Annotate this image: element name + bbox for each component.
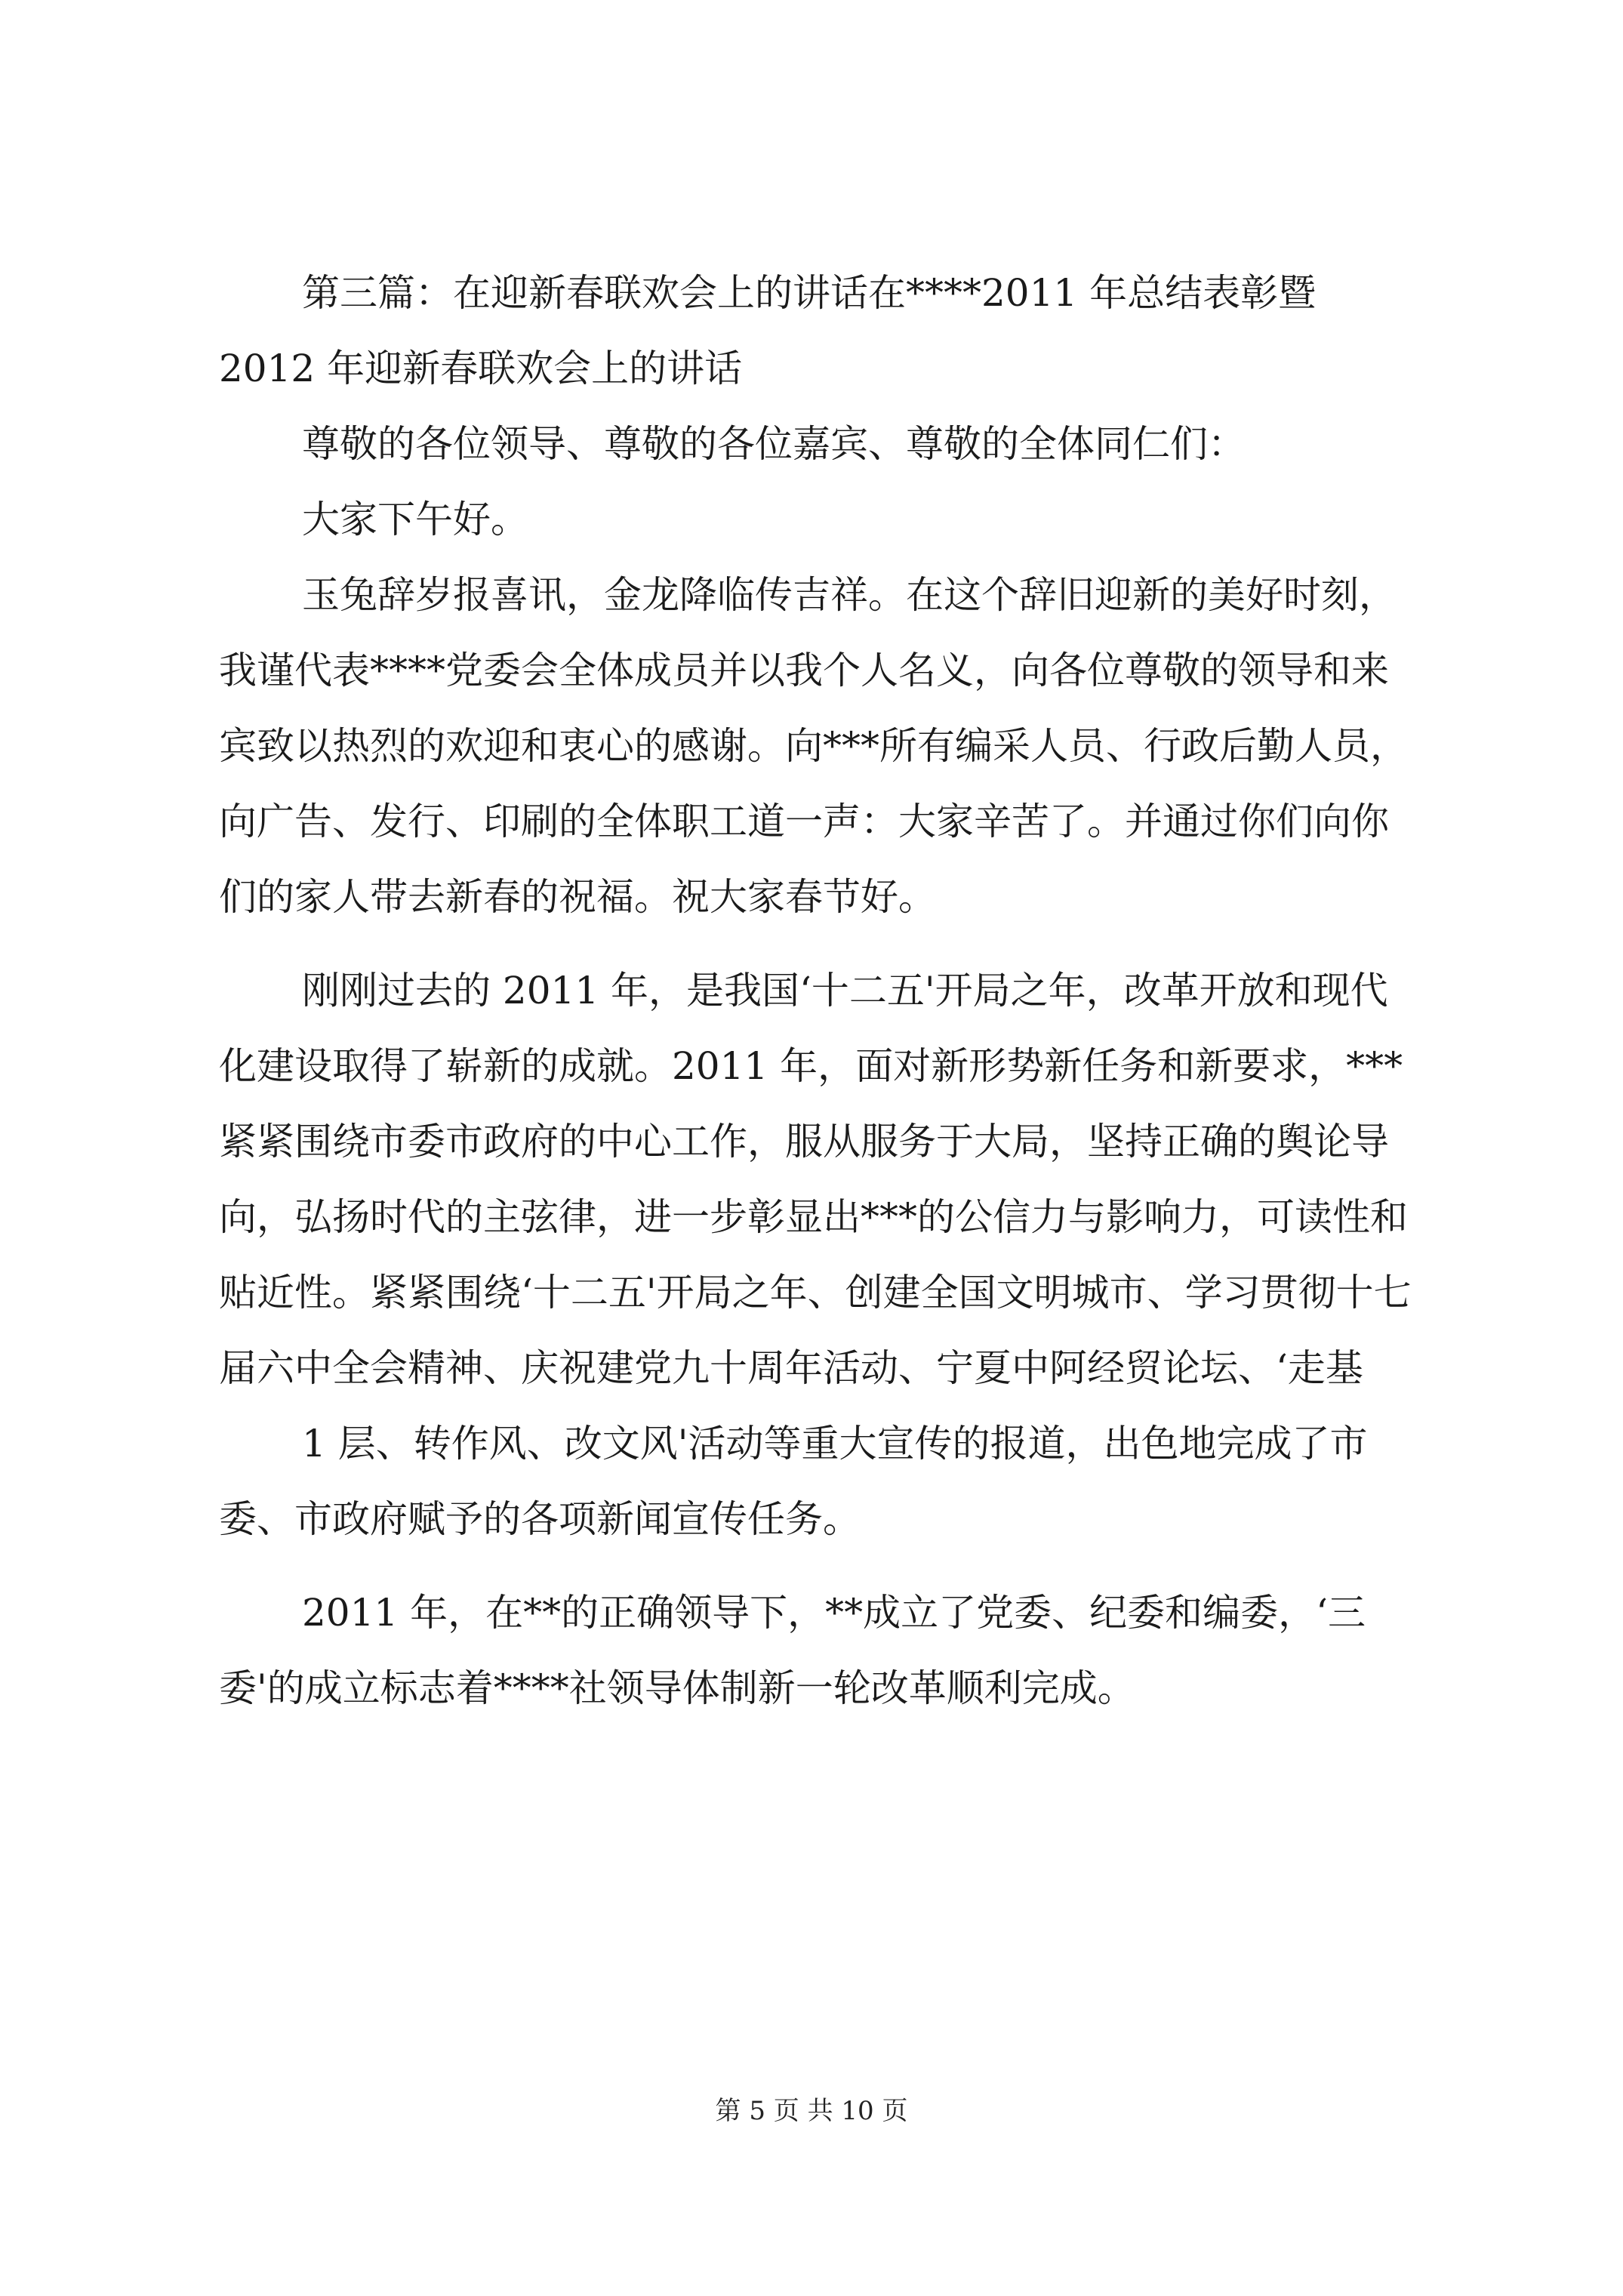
salutation-paragraph: 尊敬的各位领导、尊敬的各位嘉宾、尊敬的全体同仁们： — [302, 422, 1246, 466]
body-paragraph: 2011 年，在**的正确领导下，**成立了党委、纪委和编委，‘三委'的成立标志着****社领导体制新一轮改革顺利完成。 — [219, 1591, 1366, 1710]
body-paragraph: 刚刚过去的 2011 年，是我国‘十二五'开局之年，改革开放和现代化建设取得了崭新的成就。2011 年，面对新形势新任务和新要求，***紧紧围绕市委市政府的中心工作，服从服务于大局，坚持正确的舆论导向，弘扬时代的主弦律，进一步彰显出***的公信力与影响力，可读性和贴近性。紧紧围绕‘十二五'开局之年、创建全国文明城市、学习贯彻十七届六中全会精神、庆祝建党九十周年活动、宁夏中阿经贸论坛、‘走基 — [219, 969, 1412, 1390]
document-title: 第三篇：在迎新春联欢会上的讲话在****2011 年总结表彰暨 2012 年迎新春联欢会上的讲话 — [219, 271, 1317, 390]
page-footer: 第 5 页 共 10 页 — [715, 2096, 908, 2126]
document-body — [219, 255, 1419, 1726]
body-paragraph: 1 层、转作风、改文风'活动等重大宣传的报道，出色地完成了市委、市政府赋予的各项新闻宣传任务。 — [219, 1422, 1368, 1541]
body-paragraph: 玉兔辞岁报喜讯，金龙降临传吉祥。在这个辞旧迎新的美好时刻，我谨代表****党委会全体成员并以我个人名义，向各位尊敬的领导和来宾致以热烈的欢迎和衷心的感谢。向***所有编采人员、行政后勤人员，向广告、发行、印刷的全体职工道一声：大家辛苦了。并通过你们向你们的家人带去新春的祝福。祝大家春节好。 — [219, 573, 1408, 919]
greeting-paragraph: 大家下午好。 — [302, 498, 528, 541]
